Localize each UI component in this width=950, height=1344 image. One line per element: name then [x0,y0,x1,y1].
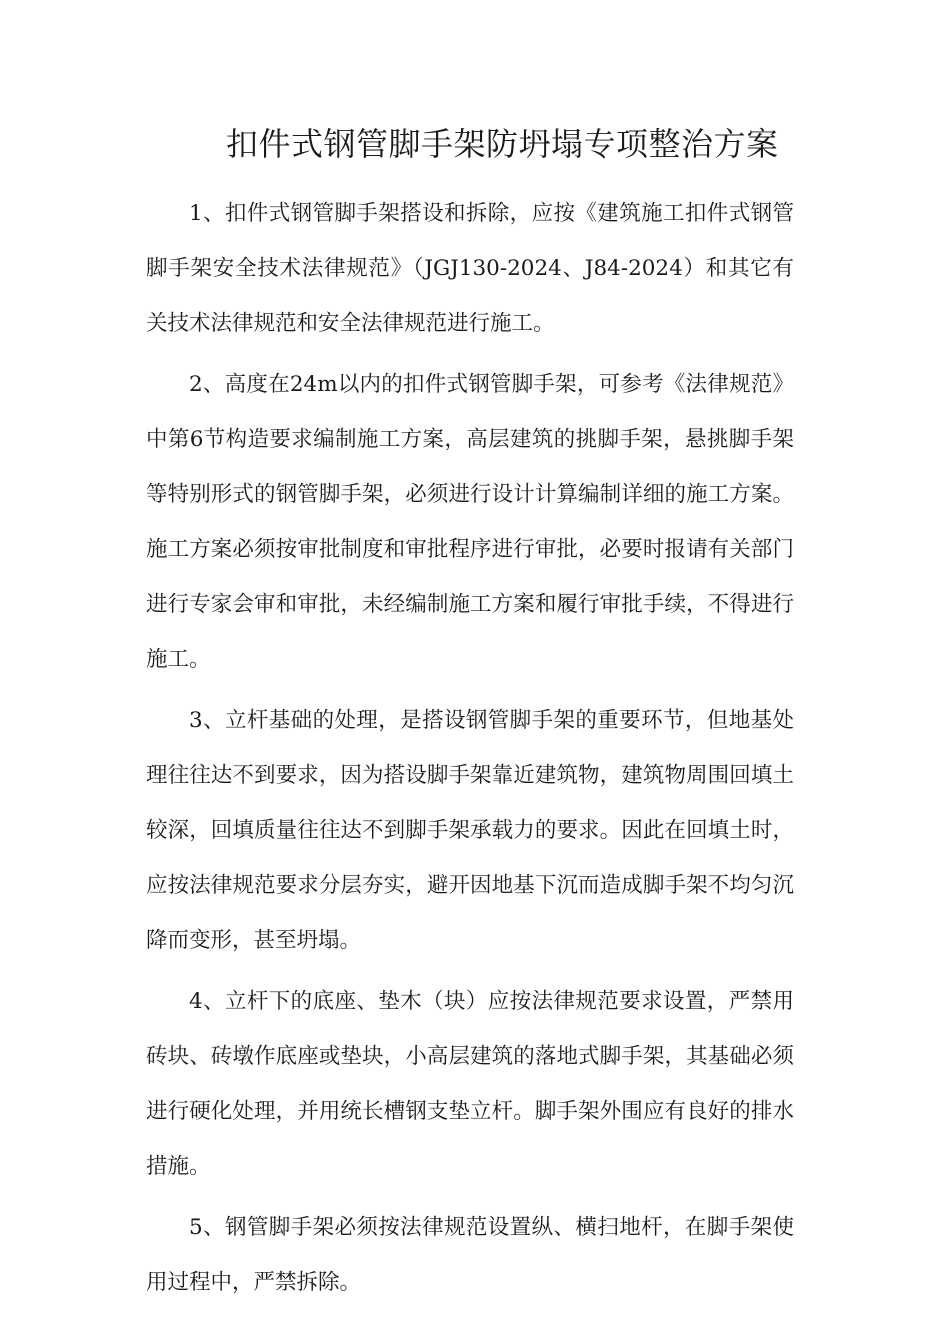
document-body [146,186,794,1316]
paragraph-4: 4、立杆下的底座、垫木（块）应按法律规范要求设置，严禁用砖块、砖墩作底座或垫块，小高层建筑的落地式脚手架，其基础必须进行硬化处理，并用统长槽钢支垫立杆。脚手架外围应有良好的排水措施。 [146,989,794,1179]
document-title: 扣件式钢管脚手架防坍塌专项整治方案 [226,125,779,163]
paragraph-1: 1、扣件式钢管脚手架搭设和拆除，应按《建筑施工扣件式钢管脚手架安全技术法律规范》（JGJ130-2024、J84-2024）和其它有关技术法律规范和安全法律规范进行施工。 [146,201,794,336]
paragraph-2: 2、高度在24m以内的扣件式钢管脚手架，可参考《法律规范》中第6节构造要求编制施工方案，高层建筑的挑脚手架，悬挑脚手架等特别形式的钢管脚手架，必须进行设计计算编制详细的施工方案。施工方案必须按审批制度和审批程序进行审批，必要时报请有关部门进行专家会审和审批，未经编制施工方案和履行审批手续，不得进行施工。 [146,372,794,672]
paragraph-5: 5、钢管脚手架必须按法律规范设置纵、横扫地杆，在脚手架使用过程中，严禁拆除。 [146,1215,794,1295]
paragraph-3: 3、立杆基础的处理，是搭设钢管脚手架的重要环节，但地基处理往往达不到要求，因为搭设脚手架靠近建筑物，建筑物周围回填土较深，回填质量往往达不到脚手架承载力的要求。因此在回填土时，应按法律规范要求分层夯实，避开因地基下沉而造成脚手架不均匀沉降而变形，甚至坍塌。 [146,708,794,953]
